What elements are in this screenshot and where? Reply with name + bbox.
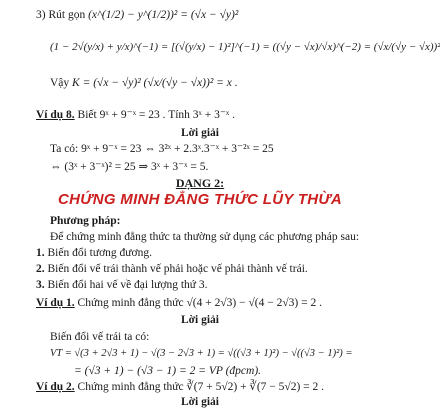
item3-line-a [36, 8, 238, 22]
example8-label: Ví dụ 8. [36, 109, 75, 121]
example8-statement [36, 108, 235, 122]
example8-line1: Ta có: 9ˣ + 9⁻ˣ = 23 ⇔ 3²ˣ + 2.3ˣ.3⁻ˣ + 3⁻²ˣ = 25 [50, 143, 274, 155]
method-intro: Để chứng minh đẳng thức ta thường sử dụng các phương pháp sau: [50, 231, 360, 243]
example1-statement [36, 296, 322, 310]
method-title: Phương pháp: [50, 215, 121, 227]
item3-conclusion-lead: Vậy [50, 77, 70, 89]
example8-line2: ⇔ (3ˣ + 3⁻ˣ)² = 25 ⇒ 3ˣ + 3⁻ˣ = 5. [50, 161, 209, 173]
item3-label: 3) Rút gọn [36, 9, 86, 21]
example1-solution-title: Lời giải [181, 314, 219, 326]
example1-text: Chứng minh đẳng thức √(4 + 2√3) − √(4 − 2√3) = 2 . [77, 297, 322, 309]
example1-line2: VT = √(3 + 2√3 + 1) − √(3 − 2√3 + 1) = √((√3 + 1)²) − √((√3 − 1)²) = [50, 348, 353, 359]
method-item-3: 3. Biến đổi hai vế về đại lượng thứ 3. [36, 279, 208, 291]
section-title: CHỨNG MINH ĐẲNG THỨC LŨY THỪA [58, 191, 342, 208]
item3-conclusion: K = (√x − √y)² (√x/(√y − √x))² = x . [72, 77, 238, 89]
example2-label: Ví dụ 2. [36, 381, 75, 393]
item3-expr-b: (1 − 2√(y/x) + y/x)^(−1) = [(√(y/x) − 1)²]^(−1) = ((√y − √x)/√x)^(−2) = (√x/(√y − √x))² [50, 41, 440, 53]
example1-line1: Biến đổi vế trái ta có: [50, 331, 150, 343]
example1-label: Ví dụ 1. [36, 297, 75, 309]
section-dang: DẠNG 2: [175, 176, 225, 190]
item3-conclusion-line [50, 76, 238, 90]
item3-expr-a: (x^(1/2) − y^(1/2))² = (√x − √y)² [88, 9, 239, 21]
example2-statement [36, 380, 324, 394]
example8-text: Biết 9ˣ + 9⁻ˣ = 23 . Tính 3ˣ + 3⁻ˣ . [77, 109, 235, 121]
example2-text: Chứng minh đẳng thức ∛(7 + 5√2) + ∛(7 − 5√2) = 2 . [77, 381, 325, 393]
example2-solution-title: Lời giải [181, 396, 219, 408]
method-item-2: 2. Biến đổi vế trái thành vế phải hoặc vế phải thành vế trái. [36, 263, 308, 275]
example8-solution-title: Lời giải [181, 127, 219, 139]
example1-line3: = (√3 + 1) − (√3 − 1) = 2 = VP (đpcm). [74, 365, 262, 377]
method-item-1: 1. Biến đổi tương đương. [36, 247, 152, 259]
